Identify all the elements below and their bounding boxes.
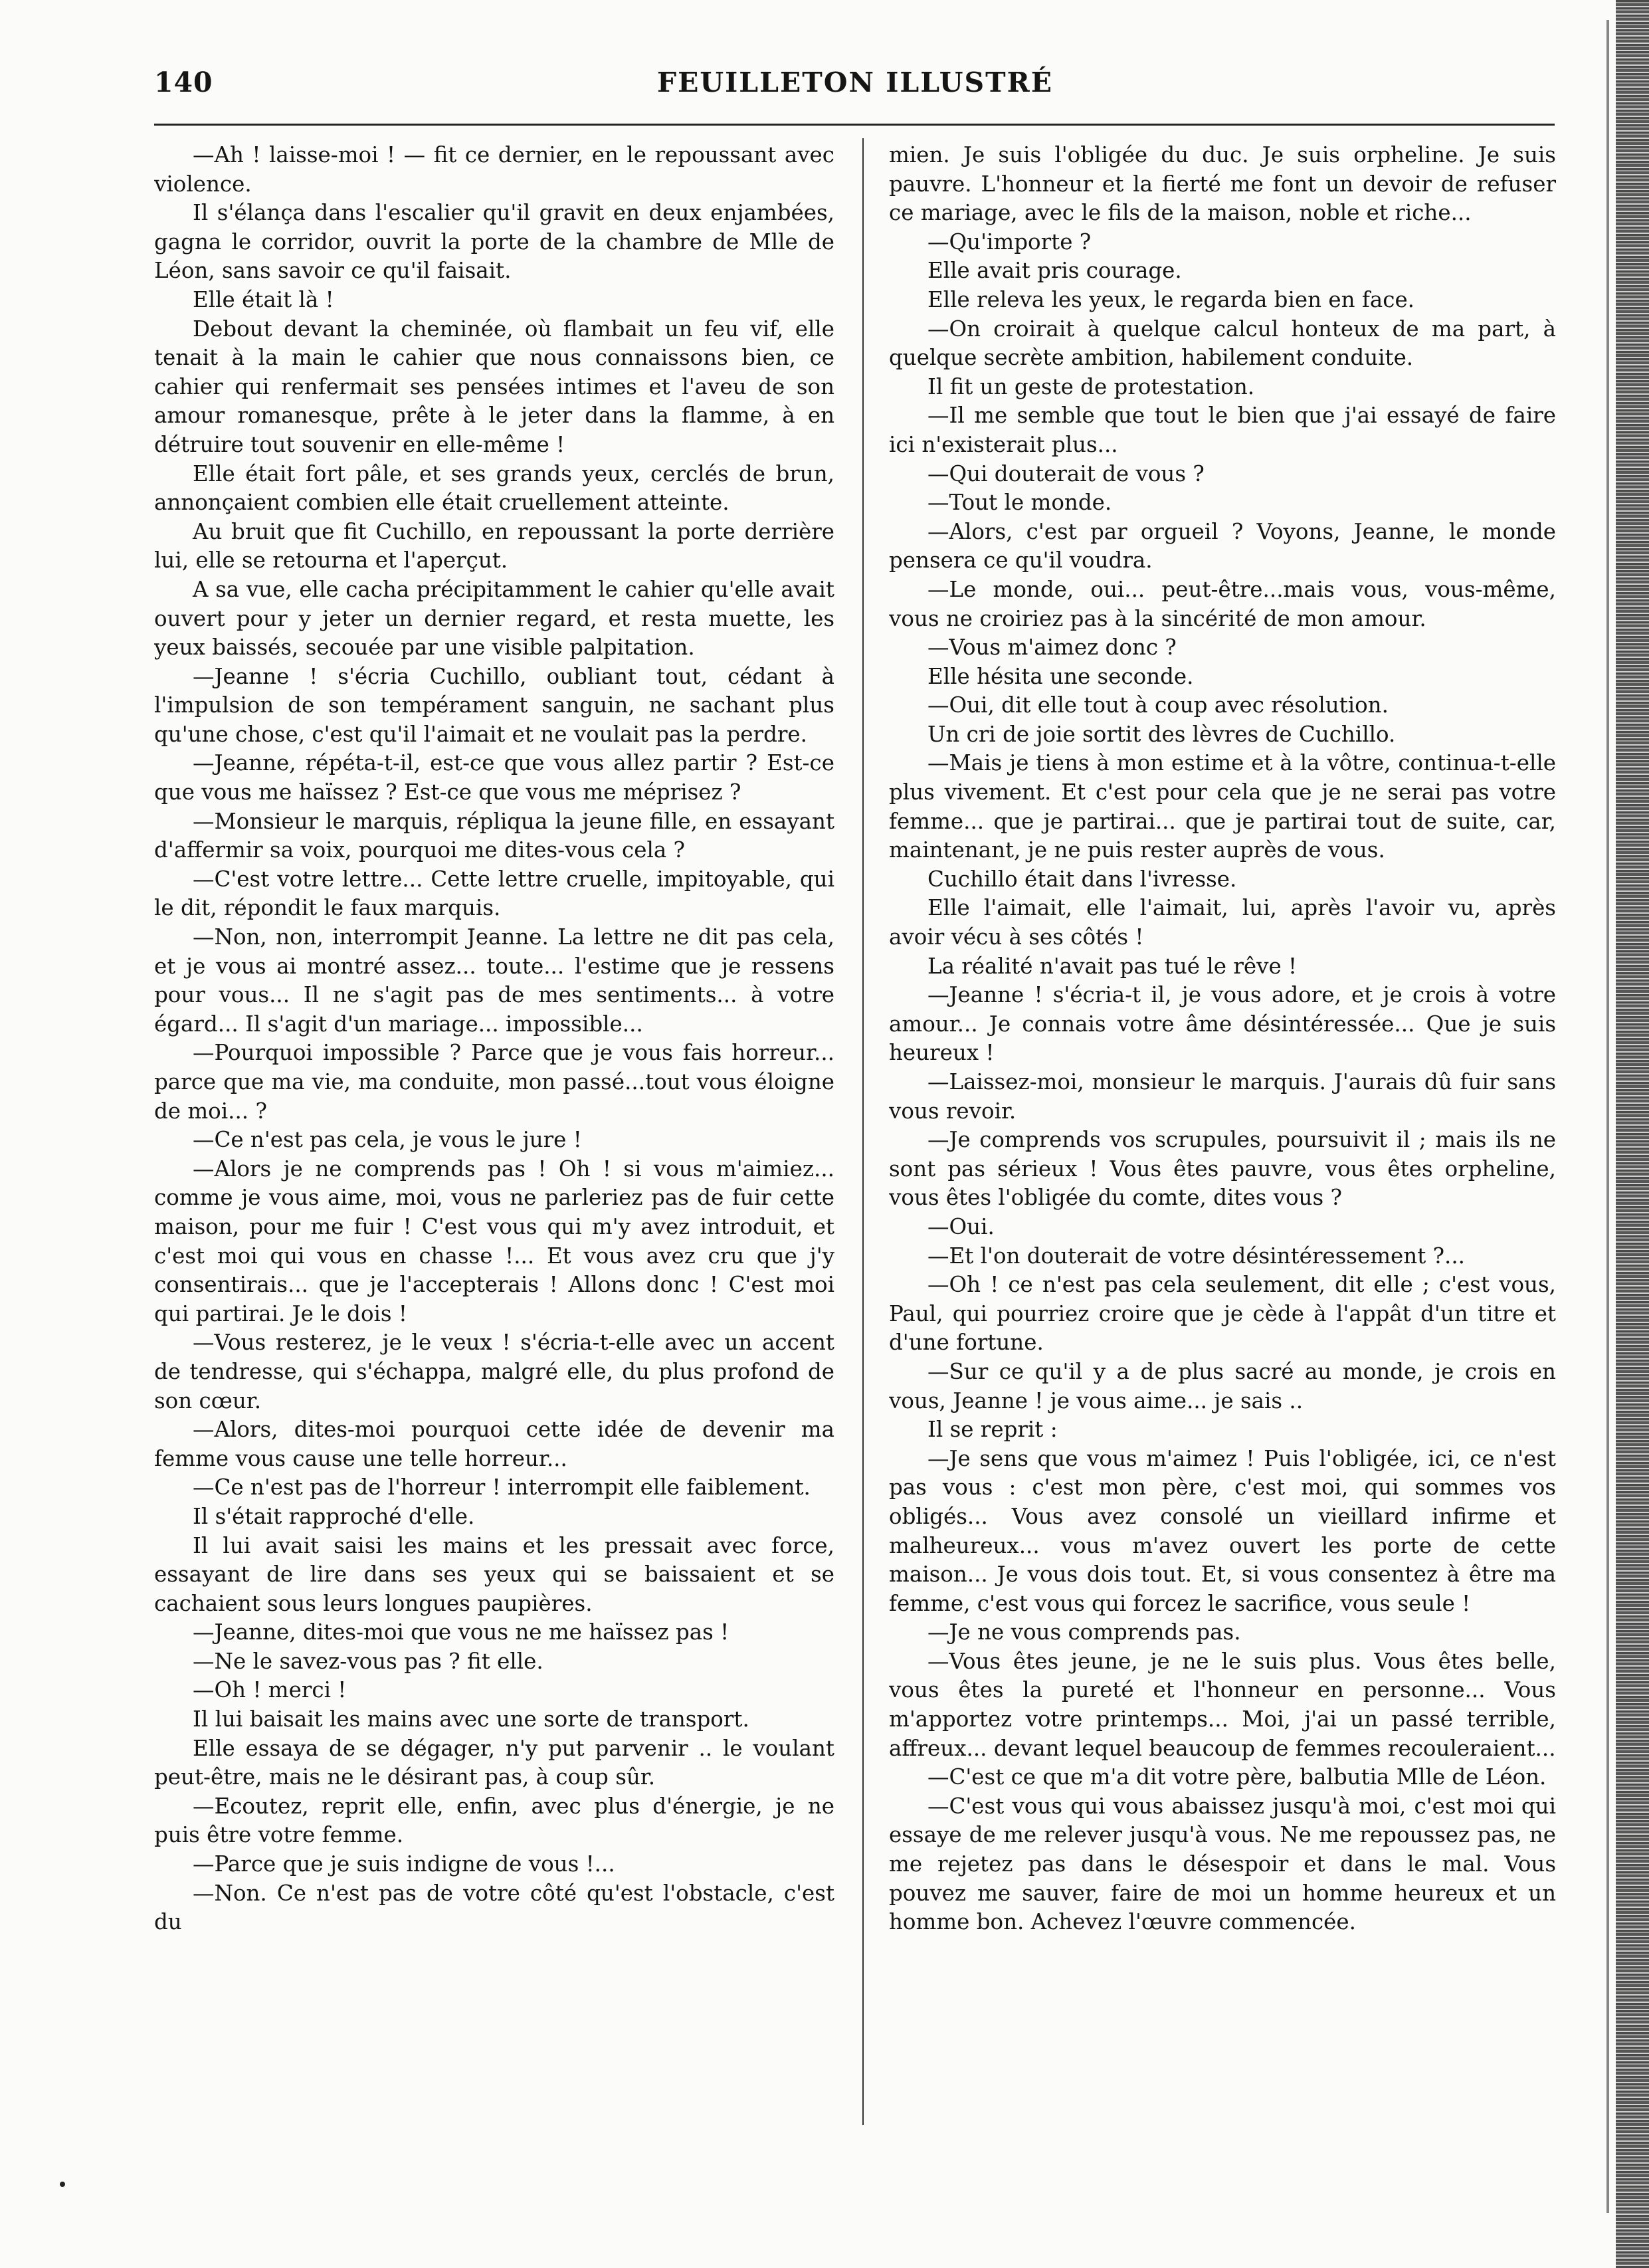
paragraph: —Ce n'est pas de l'horreur ! interrompit elle faiblement. xyxy=(193,1475,811,1500)
paragraph: —C'est votre lettre... Cette lettre cruelle, impitoyable, qui le dit, répondit le faux marquis. xyxy=(154,866,834,921)
paragraph: mien. Je suis l'obligée du duc. Je suis orpheline. Je suis pauvre. L'honneur et la fierté me font un devoir de refuser ce mariage, avec le fils de la maison, noble et riche... xyxy=(889,142,1556,226)
paragraph: —Mais je tiens à mon estime et à la vôtre, continua-t-elle plus vivement. Et c'est pour cela que je ne serai pas votre femme... que je partirai... que je partirai tout de suite, car, maintenant, je ne puis rester auprès de vous. xyxy=(889,750,1556,863)
left-column xyxy=(154,141,834,2134)
paragraph: —Oh ! merci ! xyxy=(193,1677,347,1703)
paragraph: Elle avait pris courage. xyxy=(927,258,1182,284)
paragraph: Il lui baisait les mains avec une sorte de transport. xyxy=(193,1706,749,1732)
paragraph: Il lui avait saisi les mains et les pressait avec force, essayant de lire dans ses yeux qui se baissaient et se cachaient sous leurs longues paupières. xyxy=(154,1532,834,1616)
paragraph: Au bruit que fit Cuchillo, en repoussant la porte derrière lui, elle se retourna et l'aperçut. xyxy=(154,518,834,573)
paragraph: Cuchillo était dans l'ivresse. xyxy=(927,866,1237,892)
paragraph: —Oui. xyxy=(927,1213,995,1239)
paragraph: —Vous m'aimez donc ? xyxy=(927,635,1177,661)
paragraph: —Tout le monde. xyxy=(927,490,1112,516)
paragraph: Elle était là ! xyxy=(193,286,334,312)
running-title: FEUILLETON ILLUSTRÉ xyxy=(657,66,1053,98)
paragraph: —Non. Ce n'est pas de votre côté qu'est l'obstacle, c'est du xyxy=(154,1880,834,1935)
paragraph: A sa vue, elle cacha précipitamment le cahier qu'elle avait ouvert pour y jeter un dernier regard, et resta muette, les yeux baissés, secouée par une visible palpitation. xyxy=(154,576,834,661)
paragraph: Debout devant la cheminée, où flambait un feu vif, elle tenait à la main le cahier que nous connaissons bien, ce cahier qui renfermait ses pensées intimes et l'aveu de son amour romanesque, prête à le jeter dans la flamme, à en détruire tout souvenir en elle-même ! xyxy=(154,316,834,457)
paragraph: —Non, non, interrompit Jeanne. La lettre ne dit pas cela, et je vous ai montré assez... toute... l'estime que je ressens pour vous... Il ne s'agit pas de mes sentiments... à votre égard... Il s'agit d'un mariage... impossible... xyxy=(154,924,834,1037)
paragraph: —Laissez-moi, monsieur le marquis. J'aurais dû fuir sans vous revoir. xyxy=(889,1069,1556,1124)
paragraph: Il s'était rapproché d'elle. xyxy=(193,1503,475,1529)
paragraph: Elle releva les yeux, le regarda bien en face. xyxy=(927,286,1415,312)
paragraph: —Sur ce qu'il y a de plus sacré au monde, je crois en vous, Jeanne ! je vous aime... je sais .. xyxy=(889,1358,1556,1413)
paragraph: —On croirait à quelque calcul honteux de ma part, à quelque secrète ambition, habilement conduite. xyxy=(889,316,1556,371)
paragraph: —Ne le savez-vous pas ? fit elle. xyxy=(193,1648,543,1674)
paragraph: —C'est ce que m'a dit votre père, balbutia Mlle de Léon. xyxy=(927,1764,1547,1790)
paragraph: —Alors je ne comprends pas ! Oh ! si vous m'aimiez... comme je vous aime, moi, vous ne parleriez pas de fuir cette maison, pour me fuir ! C'est vous qui m'y avez introduit, et c'est moi qui vous en chasse !... Et vous avez cru que j'y consentirais... que je l'accepterais ! Allons donc ! C'est moi qui partirai. Je le dois ! xyxy=(154,1156,834,1326)
paragraph: Un cri de joie sortit des lèvres de Cuchillo. xyxy=(927,721,1396,747)
paragraph: —Vous resterez, je le veux ! s'écria-t-elle avec un accent de tendresse, qui s'échappa, malgré elle, du plus profond de son cœur. xyxy=(154,1330,834,1413)
paragraph: —Je ne vous comprends pas. xyxy=(927,1619,1241,1645)
right-column xyxy=(889,141,1556,2134)
paragraph: —Jeanne ! s'écria Cuchillo, oubliant tout, cédant à l'impulsion de son tempérament sanguin, ne sachant plus qu'une chose, c'est qu'il l'aimait et ne voulait pas la perdre. xyxy=(154,663,834,747)
paragraph: Elle hésita une seconde. xyxy=(927,663,1194,689)
paragraph: —Ecoutez, reprit elle, enfin, avec plus d'énergie, je ne puis être votre femme. xyxy=(154,1793,834,1848)
paragraph: La réalité n'avait pas tué le rêve ! xyxy=(927,953,1298,979)
paragraph: —Oui, dit elle tout à coup avec résolution. xyxy=(927,692,1389,718)
paragraph: —Je sens que vous m'aimez ! Puis l'obligée, ici, ce n'est pas vous : c'est mon père, c'est moi, qui sommes vos obligés... Vous avez consolé un vieillard infirme et malheureux... vous m'avez ouvert les porte de cette maison... Je vous dois tout. Et, si vous consentez à être ma femme, c'est vous qui forcez le sacrifice, vous seule ! xyxy=(889,1445,1556,1616)
ink-speck xyxy=(60,2182,65,2187)
paragraph: —Vous êtes jeune, je ne le suis plus. Vous êtes belle, vous êtes la pureté et l'honneur en personne... Vous m'apportez votre printemps... Moi, j'ai un passé terrible, affreux... devant lequel beaucoup de femmes recouleraient... xyxy=(889,1648,1556,1761)
paragraph: Il fit un geste de protestation. xyxy=(927,373,1255,399)
paragraph: —Qu'importe ? xyxy=(927,229,1092,255)
paragraph: —C'est vous qui vous abaissez jusqu'à moi, c'est moi qui essaye de me relever jusqu'à vous. Ne me repoussez pas, ne me rejetez pas dans le désespoir et dans le mal. Vous pouvez me sauver, faire de moi un homme heureux et un homme bon. Achevez l'œuvre commencée. xyxy=(889,1793,1556,1935)
paragraph: —Ah ! laisse-moi ! — fit ce dernier, en le repoussant avec violence. xyxy=(154,142,834,197)
page-number: 140 xyxy=(154,66,213,98)
paragraph: —Et l'on douterait de votre désintéressement ?... xyxy=(927,1243,1466,1269)
paragraph: —Pourquoi impossible ? Parce que je vous fais horreur... parce que ma vie, ma conduite, mon passé...tout vous éloigne de moi... ? xyxy=(154,1040,834,1124)
page-header xyxy=(154,66,1556,120)
paragraph: —Ce n'est pas cela, je vous le jure ! xyxy=(193,1127,582,1153)
paragraph: —Le monde, oui... peut-être...mais vous, vous-même, vous ne croiriez pas à la sincérité de mon amour. xyxy=(889,576,1556,631)
paragraph: —Jeanne, dites-moi que vous ne me haïssez pas ! xyxy=(193,1619,729,1645)
header-rule xyxy=(154,124,1555,126)
paragraph: Elle l'aimait, elle l'aimait, lui, après l'avoir vu, après avoir vécu à ses côtés ! xyxy=(889,895,1556,950)
paragraph: —Qui douterait de vous ? xyxy=(927,461,1205,486)
paragraph: Il s'élança dans l'escalier qu'il gravit en deux enjambées, gagna le corridor, ouvrit la porte de la chambre de Mlle de Léon, sans savoir ce qu'il faisait. xyxy=(154,200,834,284)
paragraph: —Parce que je suis indigne de vous !... xyxy=(193,1851,615,1877)
paragraph: Elle essaya de se dégager, n'y put parvenir .. le voulant peut-être, mais ne le désirant pas, à coup sûr. xyxy=(154,1735,834,1790)
paragraph: —Alors, dites-moi pourquoi cette idée de devenir ma femme vous cause une telle horreur... xyxy=(154,1417,834,1471)
paragraph: —Monsieur le marquis, répliqua la jeune fille, en essayant d'affermir sa voix, pourquoi me dites-vous cela ? xyxy=(154,808,834,863)
paragraph: —Oh ! ce n'est pas cela seulement, dit elle ; c'est vous, Paul, qui pourriez croire que je cède à l'appât d'un titre et d'une fortune. xyxy=(889,1272,1556,1356)
page-edge-shadow xyxy=(1606,20,1609,2213)
binding-edge xyxy=(1616,0,1649,2268)
paragraph: —Jeanne, répéta-t-il, est-ce que vous allez partir ? Est-ce que vous me haïssez ? Est-ce que vous me méprisez ? xyxy=(154,750,834,805)
column-divider xyxy=(862,138,864,2125)
paragraph: Elle était fort pâle, et ses grands yeux, cerclés de brun, annonçaient combien elle était cruellement atteinte. xyxy=(154,461,834,516)
paragraph: Il se reprit : xyxy=(927,1417,1058,1443)
paragraph: —Je comprends vos scrupules, poursuivit il ; mais ils ne sont pas sérieux ! Vous êtes pauvre, vous êtes orpheline, vous êtes l'obligée du comte, dites vous ? xyxy=(889,1127,1556,1211)
paragraph: —Il me semble que tout le bien que j'ai essayé de faire ici n'existerait plus... xyxy=(889,403,1556,457)
paragraph: —Jeanne ! s'écria-t il, je vous adore, et je crois à votre amour... Je connais votre âme désintéressée... Que je suis heureux ! xyxy=(889,982,1556,1066)
paragraph: —Alors, c'est par orgueil ? Voyons, Jeanne, le monde pensera ce qu'il voudra. xyxy=(889,518,1556,573)
